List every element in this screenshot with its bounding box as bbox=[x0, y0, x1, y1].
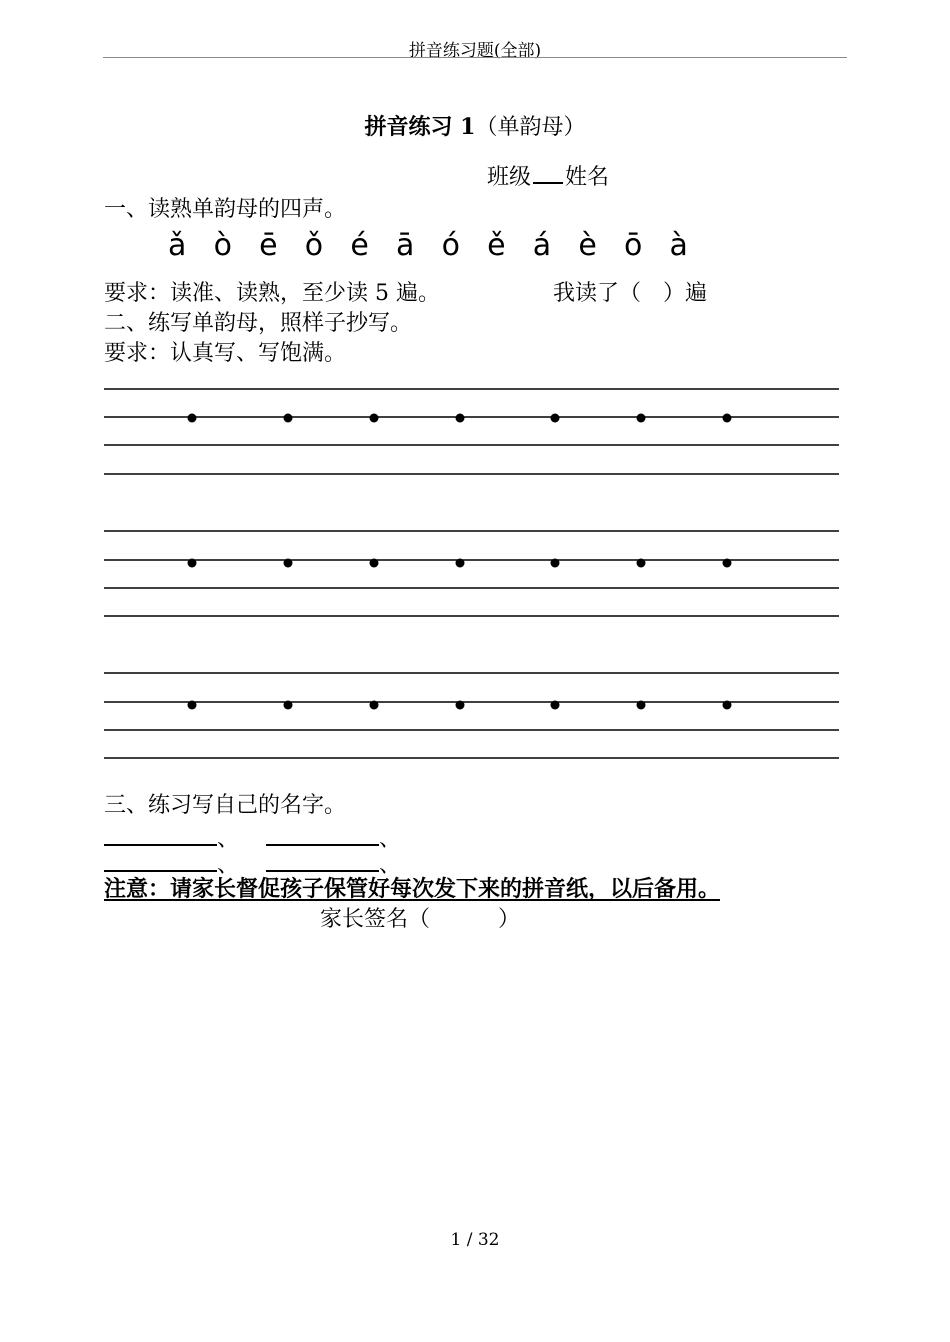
dot-marker bbox=[456, 701, 465, 710]
parent-signature-line bbox=[320, 902, 520, 933]
vowel: ǎ bbox=[168, 228, 187, 263]
section1-heading: 一、读熟单韵母的四声。 bbox=[104, 197, 347, 222]
vowel: ě bbox=[487, 228, 506, 263]
title-sub: （单韵母） bbox=[475, 115, 586, 140]
vowel: é bbox=[350, 228, 369, 263]
name-separator: 、 bbox=[379, 827, 402, 852]
vowel: ǒ bbox=[304, 228, 324, 263]
class-name-line bbox=[487, 160, 609, 191]
name-blank[interactable] bbox=[266, 850, 379, 872]
name-blank[interactable] bbox=[266, 824, 379, 846]
section2-heading: 二、练写单韵母，照样子抄写。 bbox=[104, 311, 413, 336]
section2-requirement: 要求：认真写、写饱满。 bbox=[104, 341, 347, 366]
dot-marker bbox=[284, 701, 293, 710]
name-separator: 、 bbox=[217, 853, 240, 878]
section1-requirement: 要求：读准、读熟，至少读 5 遍。 bbox=[104, 281, 440, 306]
title-main: 拼音练习 1 bbox=[364, 114, 476, 140]
name-label: 姓名 bbox=[565, 165, 610, 190]
vowel: ó bbox=[441, 228, 460, 263]
dot-marker bbox=[723, 701, 732, 710]
vowel: ē bbox=[259, 228, 278, 263]
dot-marker bbox=[370, 559, 379, 568]
practice-block bbox=[104, 531, 839, 616]
dot-marker bbox=[370, 414, 379, 423]
dot-marker bbox=[637, 701, 646, 710]
dot-marker bbox=[188, 559, 197, 568]
vowel: è bbox=[578, 228, 597, 263]
writing-practice-grid[interactable] bbox=[104, 378, 840, 762]
practice-block bbox=[104, 673, 839, 758]
dot-marker bbox=[551, 559, 560, 568]
vowel: á bbox=[532, 228, 552, 263]
class-label: 班级 bbox=[487, 165, 532, 190]
dot-marker bbox=[188, 414, 197, 423]
vowel-list bbox=[168, 228, 688, 263]
vowel: ā bbox=[395, 228, 415, 263]
name-blank[interactable] bbox=[104, 824, 217, 846]
signature-label: 家长签名（ bbox=[320, 907, 431, 932]
name-separator: 、 bbox=[379, 853, 402, 878]
vowel: à bbox=[669, 228, 688, 263]
section3-heading: 三、练习写自己的名字。 bbox=[104, 793, 347, 818]
dot-marker bbox=[456, 414, 465, 423]
name-blank[interactable] bbox=[104, 850, 217, 872]
dot-marker bbox=[637, 414, 646, 423]
dot-marker bbox=[284, 414, 293, 423]
signature-close: ） bbox=[498, 907, 521, 932]
read-count-label: 我读了（ ）遍 bbox=[553, 281, 708, 306]
dot-marker bbox=[723, 559, 732, 568]
header-divider bbox=[103, 57, 847, 58]
page-title bbox=[0, 110, 950, 141]
header-title: 拼音练习题(全部) bbox=[408, 41, 542, 61]
name-separator: 、 bbox=[217, 827, 240, 852]
page-number: 1 / 32 bbox=[450, 1230, 500, 1250]
dot-marker bbox=[370, 701, 379, 710]
dot-marker bbox=[723, 414, 732, 423]
practice-block bbox=[104, 389, 839, 474]
vowel: ō bbox=[624, 228, 643, 263]
dot-marker bbox=[637, 559, 646, 568]
dot-marker bbox=[551, 701, 560, 710]
dot-marker bbox=[284, 559, 293, 568]
class-blank[interactable] bbox=[533, 160, 563, 184]
parent-notice: 注意：请家长督促孩子保管好每次发下来的拼音纸，以后备用。 bbox=[104, 876, 721, 902]
vowel: ò bbox=[213, 228, 232, 263]
dot-marker bbox=[188, 701, 197, 710]
dot-marker bbox=[456, 559, 465, 568]
dot-marker bbox=[551, 414, 560, 423]
